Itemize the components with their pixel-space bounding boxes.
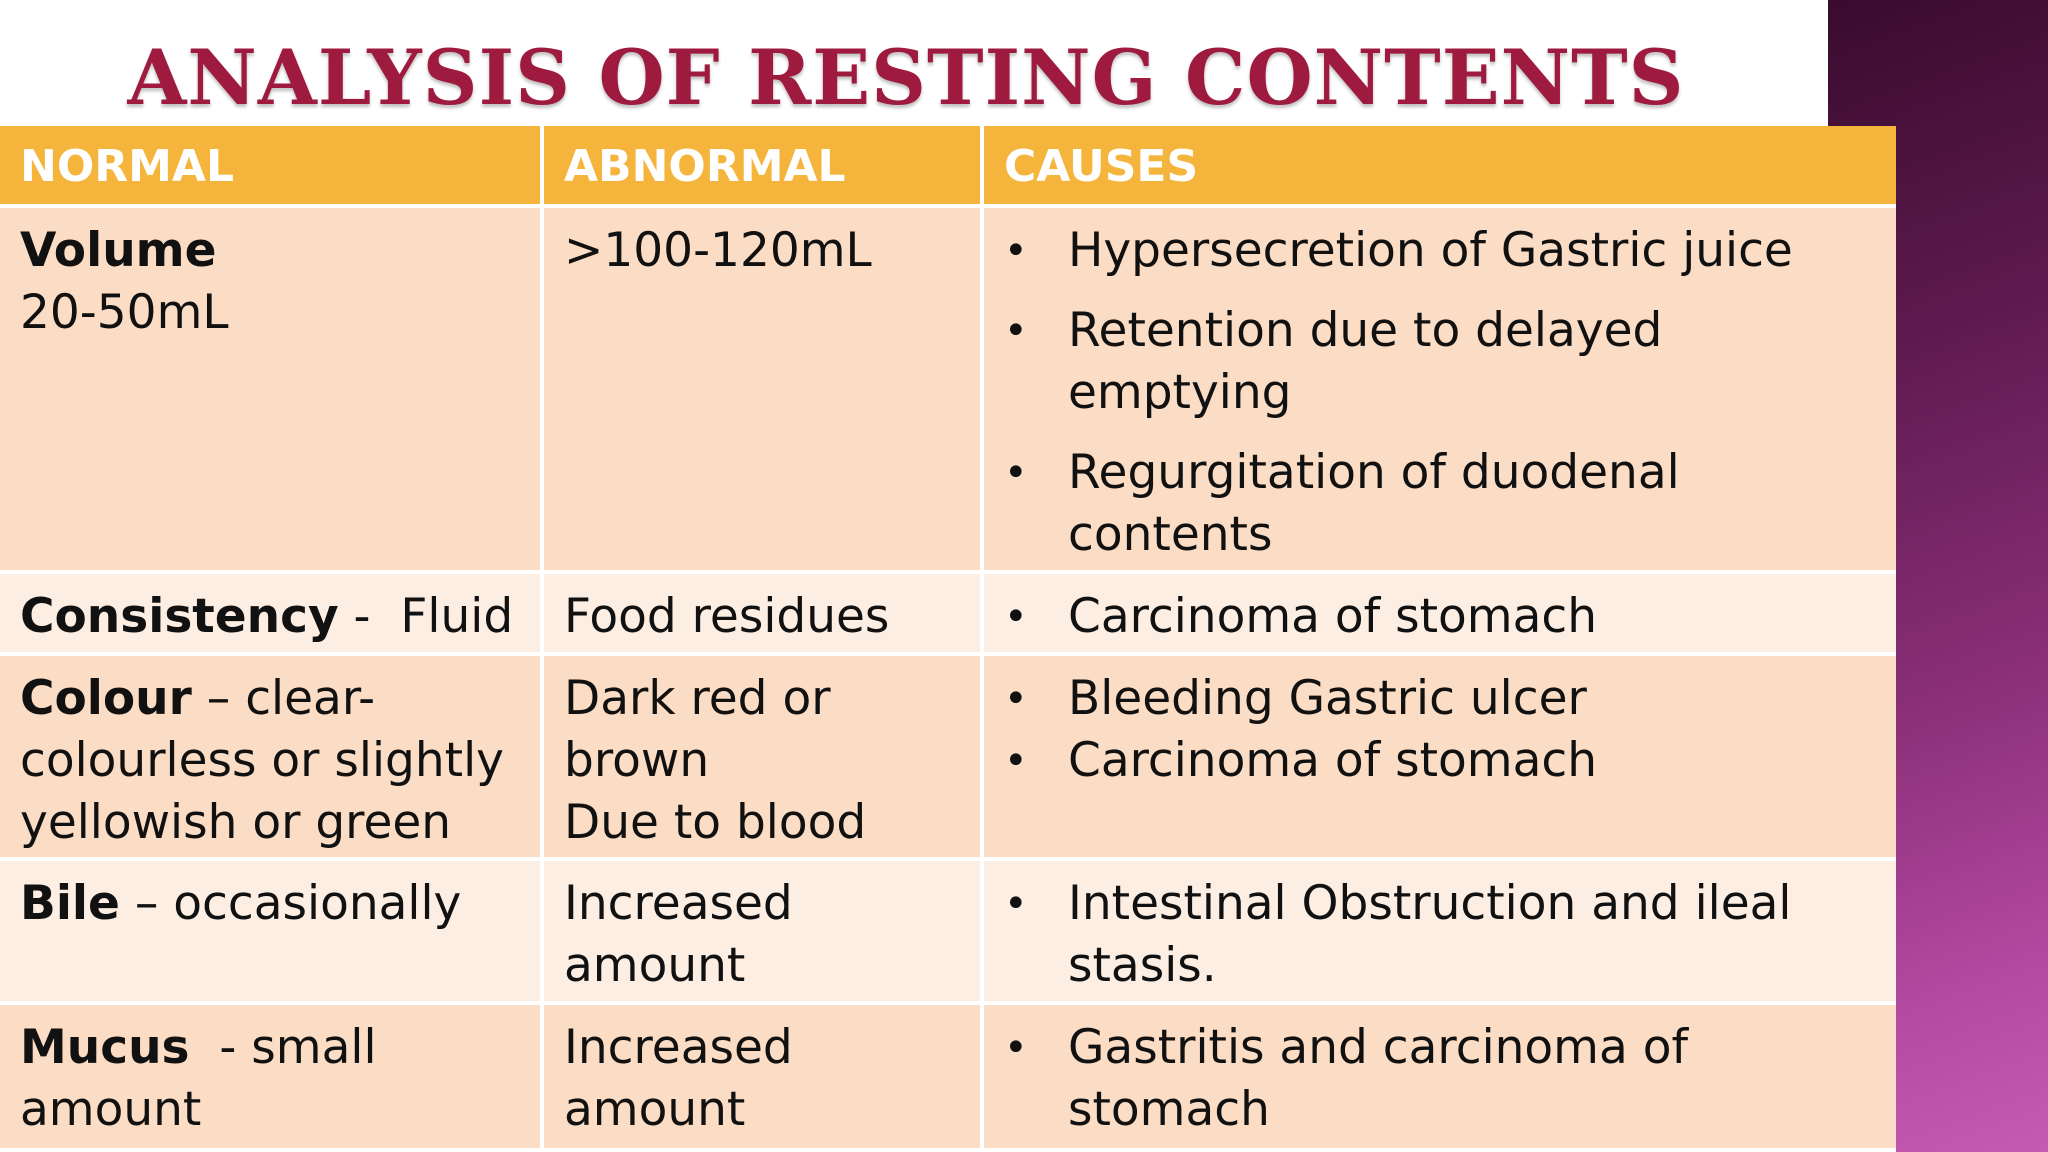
cell-abnormal-consistency bbox=[544, 574, 984, 656]
cause-item: • Bleeding Gastric ulcer bbox=[984, 668, 1876, 730]
abnormal-value: Food residues bbox=[564, 589, 890, 644]
abnormal-value: Increased amount bbox=[564, 1020, 793, 1137]
header-normal: NORMAL bbox=[0, 126, 544, 208]
cell-normal-mucus bbox=[0, 1005, 544, 1152]
cell-abnormal-mucus bbox=[544, 1005, 984, 1152]
normal-value: - small amount bbox=[20, 1020, 392, 1137]
causes-list bbox=[984, 668, 1876, 792]
cause-item: • Gastritis and carcinoma of stomach bbox=[984, 1017, 1696, 1141]
cell-abnormal-volume bbox=[544, 208, 984, 574]
resting-contents-table bbox=[0, 126, 1896, 1152]
cause-item: • Retention due to delayed emptying bbox=[984, 300, 1876, 424]
cell-normal-consistency bbox=[0, 574, 544, 656]
cause-item: • Regurgitation of duodenal contents bbox=[984, 442, 1876, 566]
cause-item: • Carcinoma of stomach bbox=[984, 730, 1876, 792]
cell-normal-colour bbox=[0, 656, 544, 861]
abnormal-value: >100-120mL bbox=[564, 223, 872, 278]
abnormal-note: Due to blood bbox=[564, 795, 867, 850]
causes-list bbox=[984, 873, 1876, 997]
normal-label: Colour bbox=[20, 671, 192, 726]
causes-list bbox=[984, 1017, 1696, 1141]
normal-label: Bile bbox=[20, 876, 120, 931]
cell-normal-bile bbox=[0, 861, 544, 1005]
cell-causes-mucus bbox=[984, 1005, 1896, 1152]
normal-label: Consistency bbox=[20, 589, 339, 644]
normal-value: - Fluid bbox=[338, 589, 514, 644]
causes-list bbox=[984, 220, 1876, 566]
cause-item: • Hypersecretion of Gastric juice bbox=[984, 220, 1876, 282]
normal-label: Mucus bbox=[20, 1020, 190, 1075]
normal-value: 20-50mL bbox=[20, 285, 229, 340]
normal-label: Volume bbox=[20, 223, 217, 278]
header-causes: CAUSES bbox=[984, 126, 1896, 208]
cell-causes-colour bbox=[984, 656, 1896, 861]
normal-value: – clear-colourless or slightly yellowish or green bbox=[20, 671, 504, 850]
cell-abnormal-colour bbox=[544, 656, 984, 861]
cell-abnormal-bile bbox=[544, 861, 984, 1005]
cause-item: • Intestinal Obstruction and ileal stasis. bbox=[984, 873, 1876, 997]
normal-value: – occasionally bbox=[119, 876, 462, 931]
cell-causes-bile bbox=[984, 861, 1896, 1005]
causes-list bbox=[984, 586, 1876, 648]
slide-title: ANALYSIS OF RESTING CONTENTS bbox=[127, 33, 1685, 122]
cell-normal-volume bbox=[0, 208, 544, 574]
abnormal-value: Dark red or brown bbox=[564, 671, 831, 788]
cell-causes-volume bbox=[984, 208, 1896, 574]
cause-item: • Carcinoma of stomach bbox=[984, 586, 1876, 648]
header-abnormal: ABNORMAL bbox=[544, 126, 984, 208]
cell-causes-consistency bbox=[984, 574, 1896, 656]
abnormal-value: Increased amount bbox=[564, 876, 793, 993]
